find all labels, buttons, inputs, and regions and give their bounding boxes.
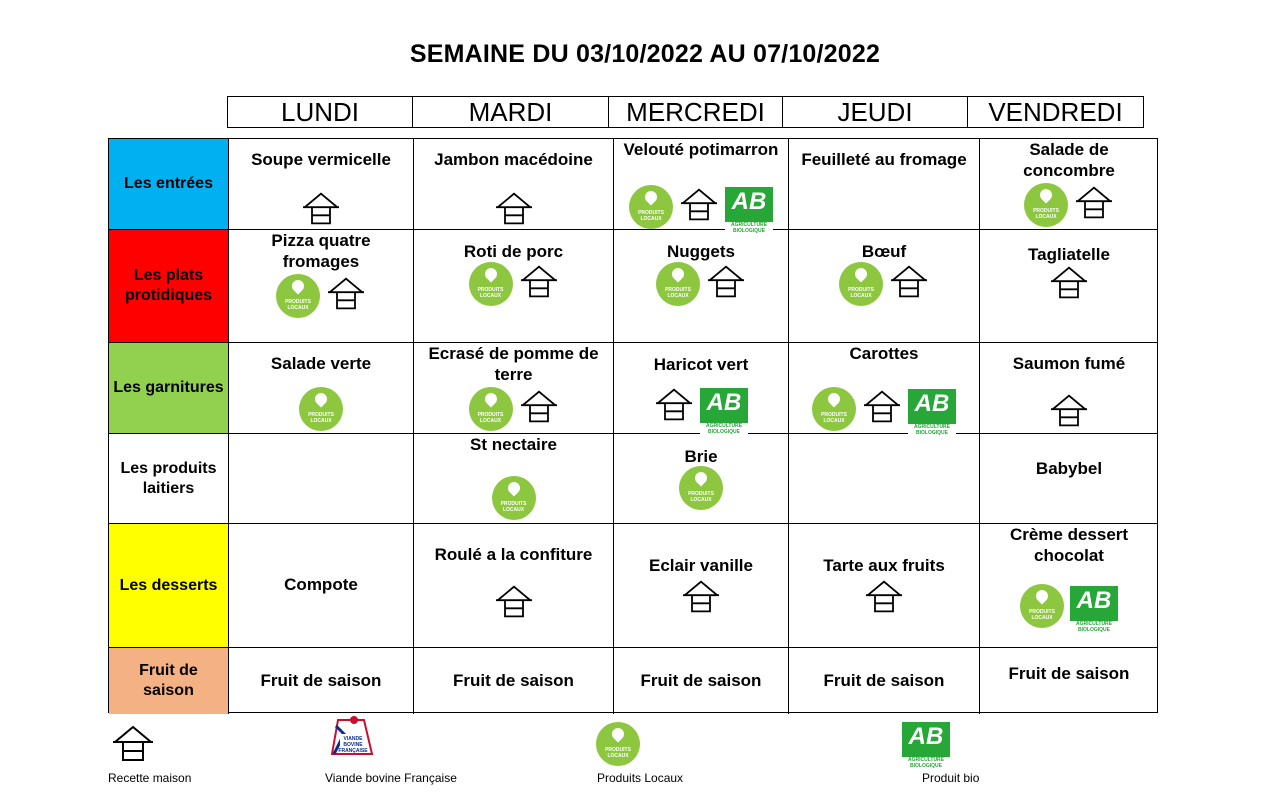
dish-name: Fruit de saison (260, 671, 382, 690)
dish-name: Roulé a la confiture (434, 545, 593, 564)
local-products-icon: PRODUITS LOCAUX (299, 387, 343, 431)
dish-name: Fruit de saison (453, 671, 574, 690)
menu-cell (414, 139, 614, 230)
house-icon (519, 264, 559, 305)
house-icon (1074, 185, 1114, 226)
dish-labels (414, 191, 613, 232)
dish-labels (229, 387, 413, 431)
menu-cell (414, 343, 614, 434)
dish-name: Feuilleté au fromage (801, 150, 967, 169)
local-products-icon: PRODUITS LOCAUX (679, 466, 723, 510)
dish-labels (414, 262, 613, 306)
dish-name: Soupe vermicelle (251, 150, 391, 169)
menu-cell (229, 434, 414, 524)
dish-labels (789, 387, 979, 436)
menu-cell (614, 524, 789, 648)
category-laitiers: Les produits laitiers (109, 434, 229, 524)
dish-name: Ecrasé de pomme de terre (428, 344, 599, 384)
dish-name: Eclair vanille (649, 556, 753, 575)
menu-cell (614, 230, 789, 343)
menu-cell (614, 648, 789, 714)
local-products-icon: PRODUITS LOCAUX (656, 262, 700, 306)
category-plats: Les plats protidiques (109, 230, 229, 343)
legend-produits-locaux: Produits Locaux (597, 771, 684, 785)
legend-viande-bovine: Viande bovine Française (325, 771, 457, 785)
dish-labels (614, 185, 788, 234)
menu-cell (789, 524, 980, 648)
category-desserts: Les desserts (109, 524, 229, 648)
house-icon (889, 264, 929, 305)
menu-cell (789, 139, 980, 230)
dish-name: Bœuf (861, 242, 907, 261)
menu-cell (980, 343, 1158, 434)
house-icon (111, 724, 155, 769)
local-products-icon: PRODUITS LOCAUX (492, 476, 536, 520)
dish-name: Compote (284, 575, 358, 594)
menu-cell (789, 648, 980, 714)
dish-labels (414, 584, 613, 625)
local-products-icon: PRODUITS LOCAUX (596, 722, 640, 766)
house-icon (1049, 393, 1089, 434)
menu-cell (229, 343, 414, 434)
organic-ab-icon: AB AGRICULTURE BIOLOGIQUE (902, 722, 950, 762)
dish-labels (614, 579, 788, 620)
menu-cell (229, 139, 414, 230)
local-products-icon: PRODUITS LOCAUX (629, 185, 673, 229)
local-products-icon: PRODUITS LOCAUX (839, 262, 883, 306)
dish-labels (980, 183, 1158, 227)
organic-ab-icon: AB AGRICULTURE BIOLOGIQUE (725, 187, 773, 227)
menu-cell (980, 648, 1158, 714)
menu-cell (614, 434, 789, 524)
menu-cell (414, 230, 614, 343)
house-icon (1049, 265, 1089, 306)
dish-labels (614, 466, 788, 510)
day-header-lundi: LUNDI (227, 96, 413, 128)
dish-labels (789, 579, 979, 620)
dish-name: Roti de porc (463, 242, 564, 261)
dish-name: Crème dessert chocolat (1009, 525, 1129, 565)
dish-labels (229, 191, 413, 232)
house-icon (326, 276, 366, 317)
french-beef-label: VIANDE BOVINE FRANÇAISE (338, 736, 368, 754)
dish-name: Babybel (1035, 459, 1103, 478)
local-products-icon: PRODUITS LOCAUX (1024, 183, 1068, 227)
menu-table (108, 138, 1158, 713)
dish-labels (229, 274, 413, 318)
menu-cell (789, 230, 980, 343)
dish-labels (980, 265, 1158, 306)
category-fruit: Fruit de saison (109, 648, 229, 714)
day-header-mercredi: MERCREDI (608, 96, 783, 128)
dish-name: Carottes (849, 344, 919, 363)
menu-cell (414, 524, 614, 648)
day-header-jeudi: JEUDI (782, 96, 968, 128)
menu-cell (980, 434, 1158, 524)
menu-cell (414, 434, 614, 524)
local-products-icon: PRODUITS LOCAUX (812, 387, 856, 431)
dish-labels (414, 387, 613, 431)
dish-name: St nectaire (470, 435, 557, 454)
house-icon (301, 191, 341, 232)
house-icon (494, 584, 534, 625)
dish-labels (614, 387, 788, 435)
menu-cell (614, 139, 789, 234)
menu-cell (980, 230, 1158, 343)
dish-labels (789, 262, 979, 306)
dish-name: Fruit de saison (1008, 664, 1130, 683)
legend-recette-maison: Recette maison (108, 771, 192, 785)
dish-name: Jambon macédoine (434, 150, 593, 169)
dish-name: Salade verte (270, 354, 372, 373)
day-header-vendredi: VENDREDI (967, 96, 1144, 128)
dish-name: Pizza quatre fromages (271, 231, 371, 271)
house-icon (679, 187, 719, 228)
day-header-mardi: MARDI (412, 96, 609, 128)
local-products-icon: PRODUITS LOCAUX (276, 274, 320, 318)
house-icon (681, 579, 721, 620)
menu-cell (229, 230, 414, 343)
menu-cell (980, 524, 1158, 648)
house-icon (862, 389, 902, 430)
dish-name: Haricot vert (653, 355, 749, 374)
category-entrees: Les entrées (109, 139, 229, 230)
dish-name: Tagliatelle (1028, 245, 1110, 264)
legend-produit-bio: Produit bio (922, 771, 980, 785)
menu-cell (229, 524, 414, 648)
dish-labels (614, 262, 788, 306)
menu-cell (980, 139, 1158, 230)
organic-ab-icon: AB AGRICULTURE BIOLOGIQUE (700, 388, 748, 428)
page-title: SEMAINE DU 03/10/2022 AU 07/10/2022 (409, 40, 881, 68)
dish-name: Nuggets (667, 242, 735, 261)
house-icon (864, 579, 904, 620)
local-products-icon: PRODUITS LOCAUX (1020, 584, 1064, 628)
menu-cell (229, 648, 414, 714)
dish-labels (414, 476, 613, 520)
dish-labels (980, 584, 1158, 633)
house-icon (494, 191, 534, 232)
dish-name: Brie (684, 447, 718, 466)
menu-cell (614, 343, 789, 434)
organic-ab-icon: AB AGRICULTURE BIOLOGIQUE (908, 389, 956, 429)
local-products-icon: PRODUITS LOCAUX (469, 387, 513, 431)
organic-ab-icon: AB AGRICULTURE BIOLOGIQUE (1070, 586, 1118, 626)
house-icon (519, 389, 559, 430)
dish-name: Saumon fumé (1012, 354, 1126, 373)
menu-cell (414, 648, 614, 714)
dish-name: Fruit de saison (640, 671, 762, 690)
dish-name: Tarte aux fruits (823, 556, 945, 575)
menu-cell (789, 434, 980, 524)
dish-labels (980, 393, 1158, 434)
dish-name: Fruit de saison (823, 671, 945, 690)
dish-name: Velouté potimarron (623, 140, 779, 159)
house-icon (706, 264, 746, 305)
local-products-icon: PRODUITS LOCAUX (469, 262, 513, 306)
house-icon (654, 387, 694, 428)
menu-cell (789, 343, 980, 434)
category-garnitures: Les garnitures (109, 343, 229, 434)
dish-name: Salade de concombre (1023, 140, 1115, 180)
